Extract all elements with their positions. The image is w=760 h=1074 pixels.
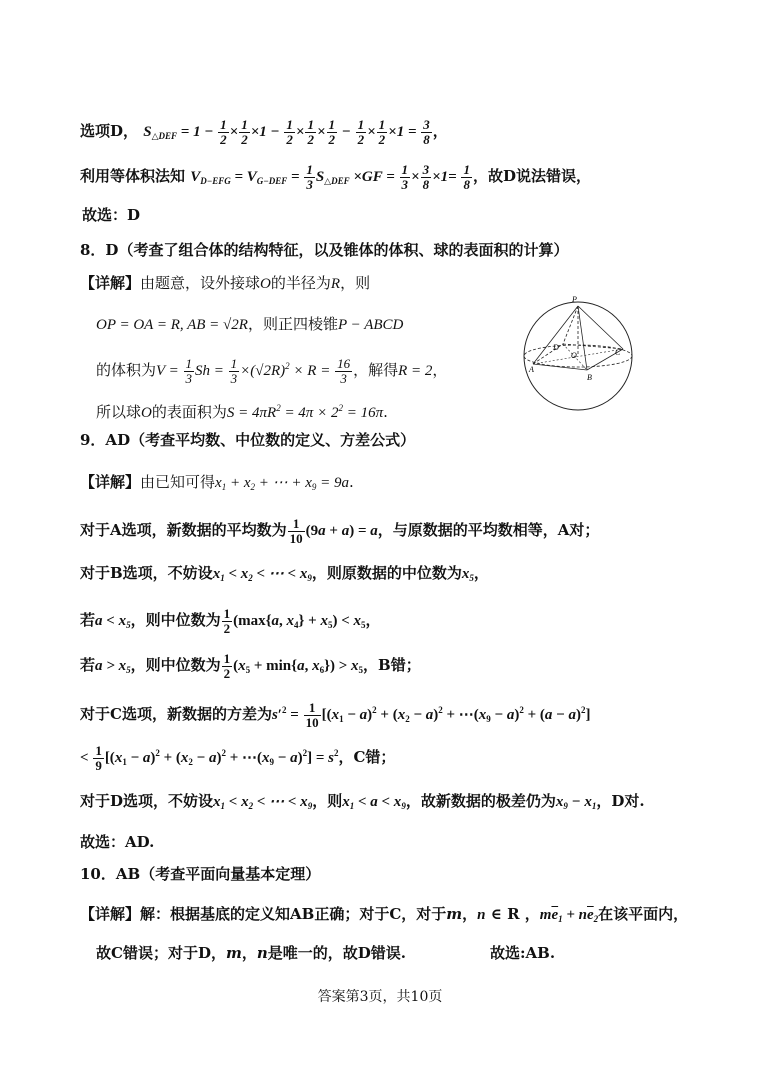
label-d: D xyxy=(553,343,559,352)
page-footer: 答案第3页，共10页 xyxy=(317,989,443,1005)
label-b: B xyxy=(587,373,592,382)
q8-line4: 所以球O的表面积为$S = 4\pi R^2 = 4\pi \times 2^2 = 16\pi$. xyxy=(96,403,388,421)
q10-heading: 10．AB（考查平面向量基本定理） xyxy=(80,865,321,883)
choose-ab: 故选:AB. xyxy=(490,944,556,962)
q8-line2: OP = OA = R, AB = √2R，则正四棱锥P − ABCD xyxy=(96,315,404,333)
option-d-line: 选项D， $S_{\triangle DEF} = 1$ − $\frac{1}{2}$ × $\frac{1}{2}$ ×1 − $\frac{1}{2}$ × $\frac{1}{2}$ × $\frac{1}{2}$ − $\frac{1}{2}$ × $\frac{1}{2}$ ×1 = $\frac{3}{8}$ ， xyxy=(80,117,448,147)
q9-a-line: 对于A选项，新数据的平均数为 $\frac{1}{10}$ (9a + a) = a，与原数据的平均数相等，A对； xyxy=(80,516,600,546)
q9-heading: 9．AD（考查平均数、中位数的定义、方差公式） xyxy=(80,431,416,449)
q9-b-line: 对于B选项，不妨设$x_1 < x_2$ < ⋯ < $x_9$，则原数据的中位数为$x_5$， xyxy=(80,564,489,583)
volume-line: 利用等体积法知 $V_{D-EFG} = V_{G-DEF}$ = $\frac{1}{3}$ $S_{\triangle DEF} \times GF$ = $\frac{1}{3}$ × $\frac{3}{8}$ ×1= $\frac{1}{8}$ ，故D说法错误， xyxy=(80,162,591,192)
label-p: P xyxy=(572,295,577,304)
choose-ad: 故选：AD. xyxy=(80,833,155,851)
q8-heading: 8．D（考查了组合体的结构特征，以及锥体的体积、球的表面积的计算） xyxy=(80,241,569,259)
sphere-pyramid-figure xyxy=(515,292,645,416)
q9-d-line: 对于D选项，不妨设$x_1 < x_2$ < ⋯ < $x_9$，则$x_1 < a < x_9$，故新数据的极差仍为$x_9 - x_1$，D对. xyxy=(80,792,645,811)
label-a: A xyxy=(529,365,534,374)
q9-detail: 【详解】由已知可得$x_1 + x_2$ + ⋯ + $x_9 = 9a$. xyxy=(80,473,354,492)
q8-detail-line: 【详解】由题意，设外接球O的半径为R，则 xyxy=(80,274,371,292)
choose-d: 故选：D xyxy=(82,206,141,224)
label-o: O xyxy=(571,351,577,360)
formula-s-def: $S_{\triangle DEF} = 1$ − $\frac{1}{2}$ × $\frac{1}{2}$ ×1 − $\frac{1}{2}$ × $\frac{1}{2}$ × $\frac{1}{2}$ − $\frac{1}{2}$ × $\frac{1}{2}$ ×1 = $\frac{3}{8}$ xyxy=(143,117,430,147)
q9-b-case2: 若$a > x_5$，则中位数为 $\frac{1}{2}$ ($x_5 + \min\{a$, $x_6\}) > x_5$，B错； xyxy=(80,651,421,681)
q9-b-case1: 若$a < x_5$，则中位数为 $\frac{1}{2}$ (max{a, $x_4\} + x_5) < x_5$， xyxy=(80,606,381,636)
formula-volume: $V_{D-EFG} = V_{G-DEF}$ = $\frac{1}{3}$ $S_{\triangle DEF} \times GF$ = $\frac{1}{3}$ × $\frac{3}{8}$ ×1= $\frac{1}{8}$ xyxy=(190,162,470,192)
q9-c-line: 对于C选项，新数据的方差为$s'^2$ = $\frac{1}{10}$ [$(x_1 - a)^2 + (x_2 - a)^2$ + $\cdots(x_9 - a)^2 + (a - a)^2$] xyxy=(80,700,591,731)
q10-line1: 【详解】解：根据基底的定义知AB正确；对于C，对于m，n ∈ R ，$m\overline{e}_1 + n\overline{e}_2$在该平面内， xyxy=(80,905,689,924)
label-c: C xyxy=(615,348,621,357)
q8-line3: 的体积为V = $\frac{1}{3}$ Sh = $\frac{1}{3}$ $\times(√2R)^2 \times R$ = $\frac{16}{3}$ ，解得R = 2， xyxy=(96,356,448,387)
q10-line2: 故C错误；对于D，m，n是唯一的，故D错误. xyxy=(96,944,406,962)
q9-c-line2: < $\frac{1}{9}$ [$(x_1 - a)^2 + (x_2 - a)^2$ + $\cdots(x_9 - a)^2] = s^2$，C错； xyxy=(80,743,396,774)
